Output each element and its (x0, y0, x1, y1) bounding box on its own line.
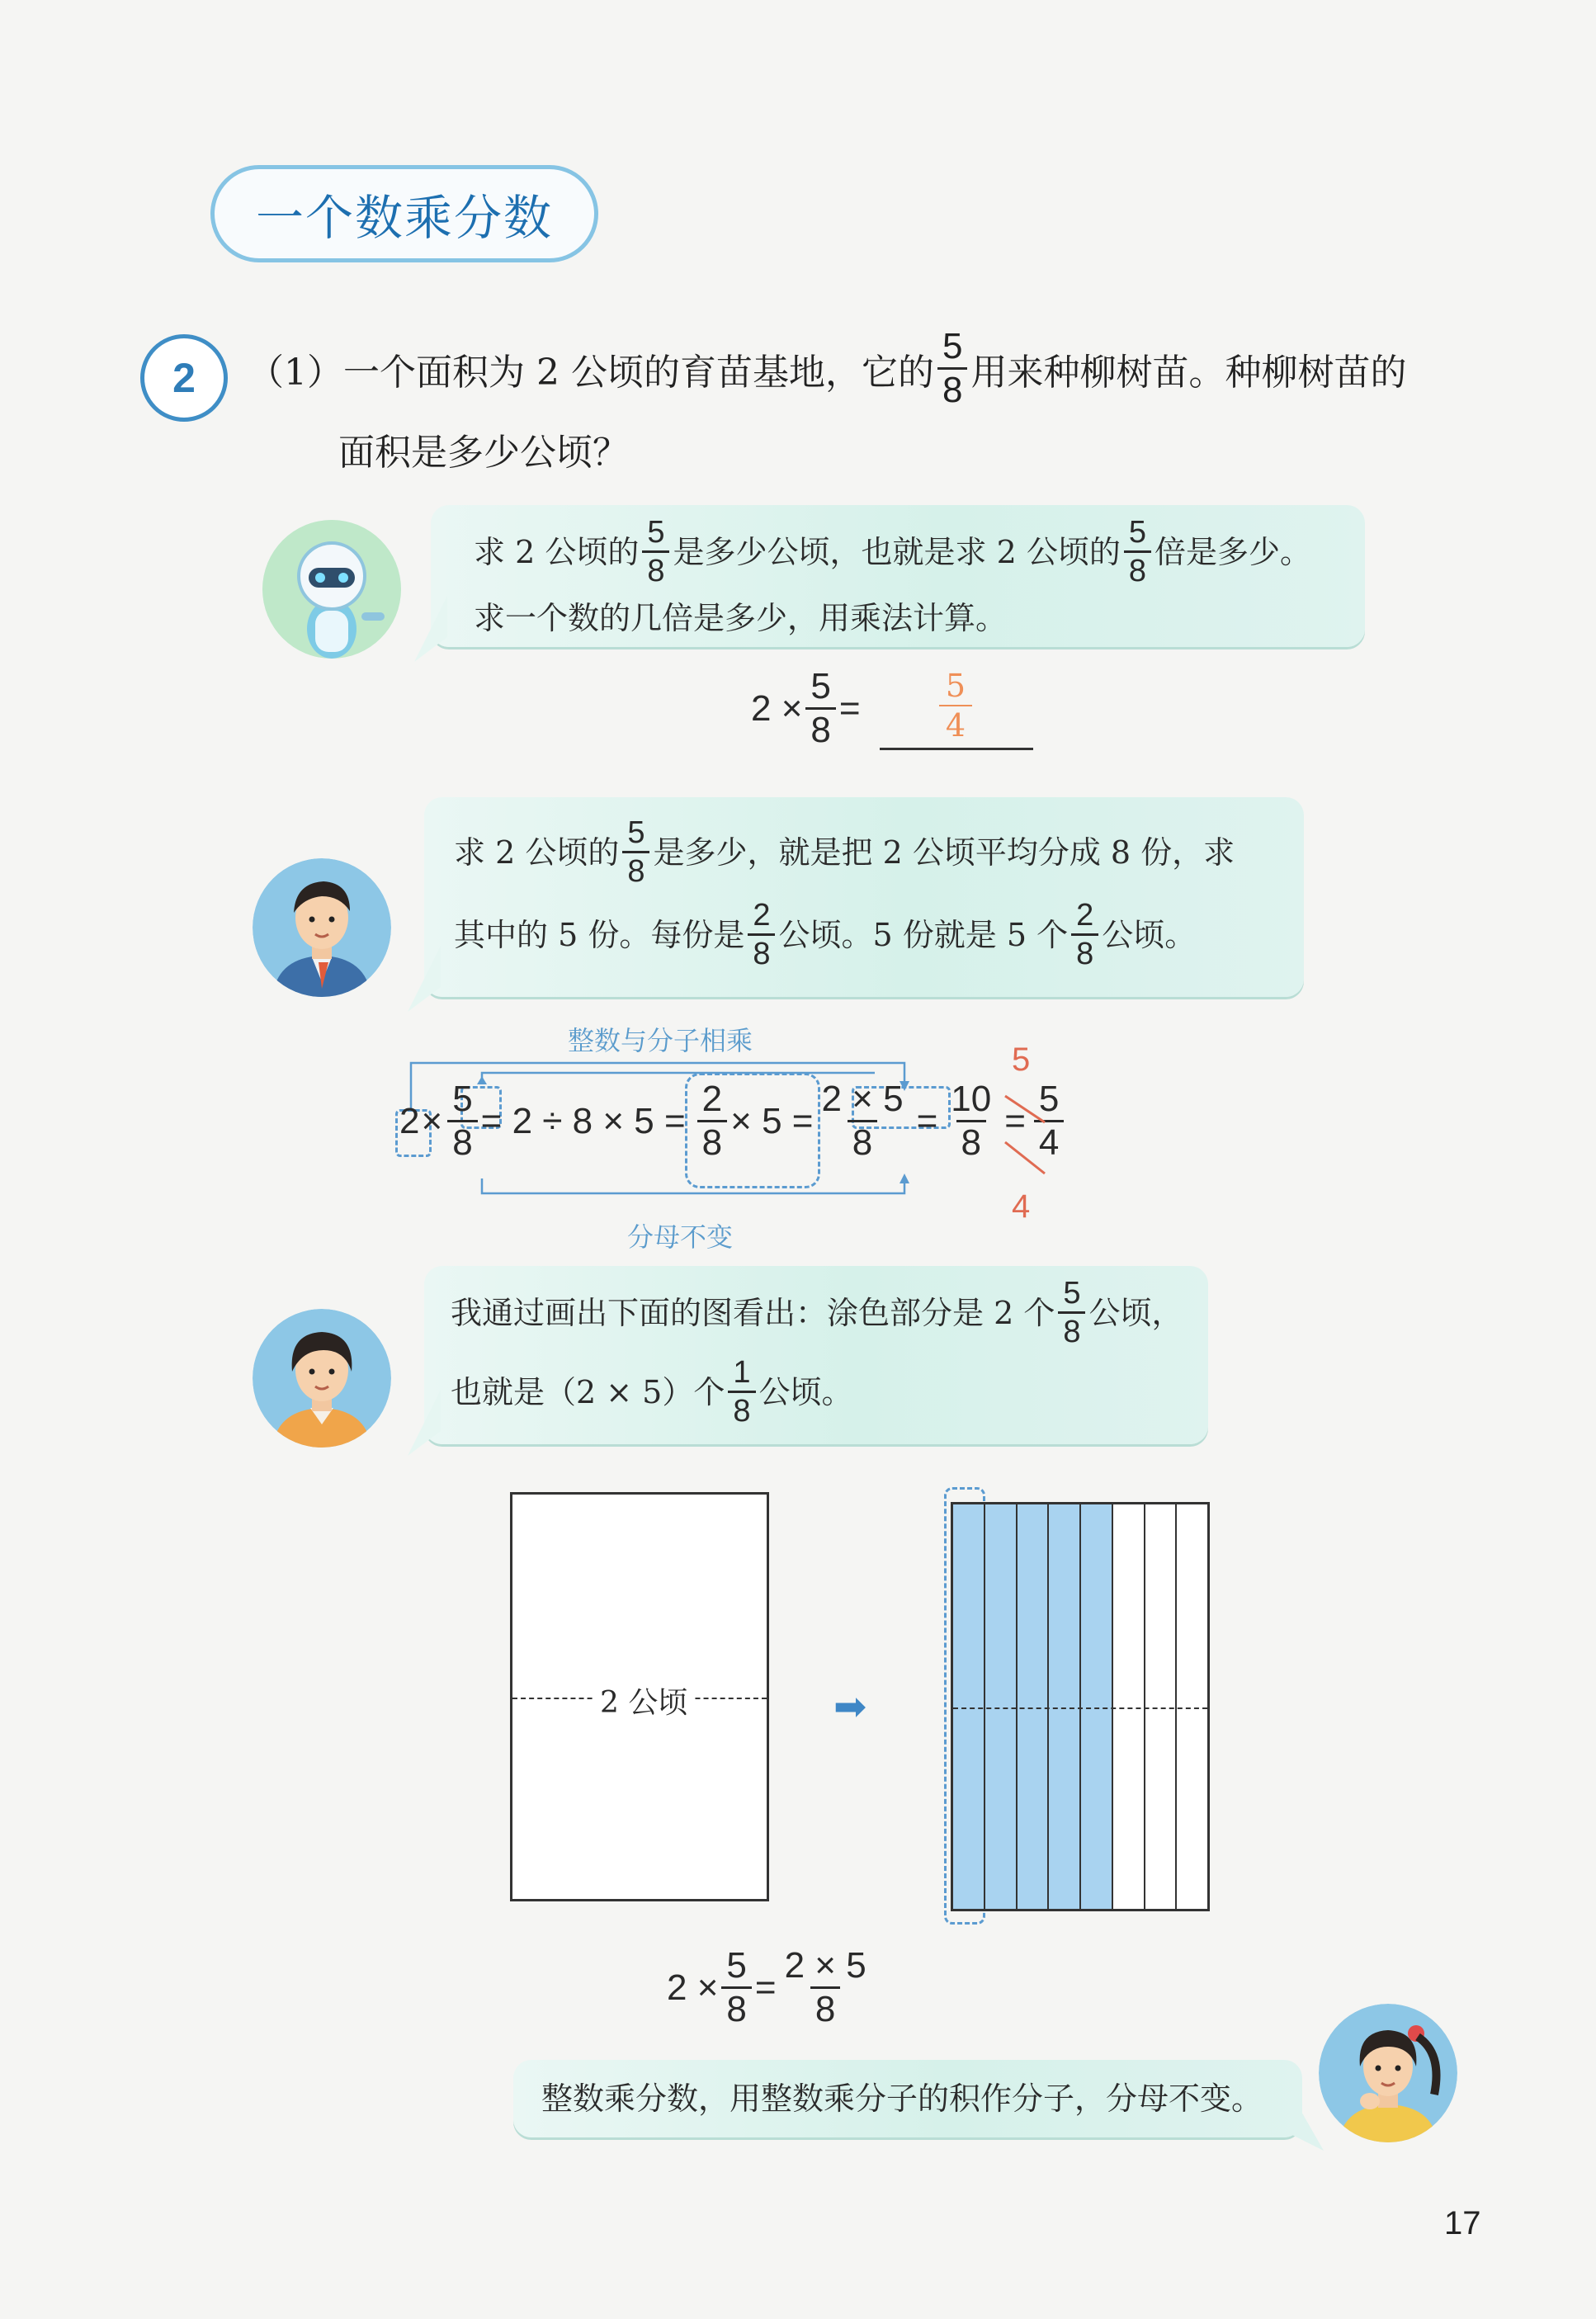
equation-1-lhs: 2 × (751, 687, 803, 729)
robot-frac1-den: 8 (642, 550, 669, 587)
section-title: 一个数乘分数 (210, 165, 598, 262)
girl-text-2: 公顷， (1088, 1294, 1183, 1331)
boy-avatar (253, 858, 391, 997)
shaded-column (953, 1504, 985, 1909)
girl-frac2-den: 8 (728, 1391, 755, 1427)
robot-text-1: 求 2 公顷的 (474, 533, 640, 570)
derivation-top-label: 整数与分子相乘 (568, 1025, 753, 1056)
question-fraction (937, 328, 967, 409)
eq1-frac-den: 8 (805, 707, 835, 749)
unshaded-column (1145, 1504, 1178, 1909)
deriv-f4-den: 8 (956, 1120, 986, 1161)
question-text-a: 一个面积为 2 公顷的育苗基地，它的 (343, 351, 934, 394)
girl-text-1: 我通过画出下面的图看出：涂色部分是 2 个 (451, 1294, 1055, 1331)
eq2-f2-num: 2 × 5 (784, 1945, 866, 1986)
unshaded-column (1177, 1504, 1207, 1909)
summary-bubble (513, 2060, 1302, 2137)
eq2-f1-num: 5 (726, 1945, 747, 1986)
fraction-numerator: 5 (942, 326, 963, 366)
summary-text: 整数乘分数，用整数乘分子的积作分子，分母不变。 (541, 2080, 1263, 2117)
cancel-strokes (997, 1088, 1055, 1178)
deriv-f3-den: 8 (848, 1120, 877, 1161)
deriv-f3-num: 2 × 5 (821, 1079, 904, 1119)
robot-avatar (262, 520, 401, 659)
deriv-f5-num: 5 (1038, 1079, 1060, 1119)
robot-frac1-num: 5 (647, 515, 665, 550)
eq2-fraction-1 (721, 1945, 751, 2029)
handwritten-answer (939, 668, 972, 744)
deriv-f1-num: 5 (452, 1079, 473, 1119)
deriv-times: × (421, 1100, 443, 1141)
boy-frac3-den: 8 (1071, 933, 1098, 970)
robot-speech-bubble (431, 505, 1365, 647)
area-label: 2 公顷 (595, 1679, 692, 1722)
answer-numerator: 5 (945, 668, 966, 704)
eq2-f2-den: 8 (810, 1986, 840, 2028)
equation-2 (667, 1945, 875, 2029)
shaded-column (1081, 1504, 1113, 1909)
answer-denominator: 4 (945, 707, 966, 744)
deriv-f5-den: 4 (1034, 1120, 1064, 1161)
deriv-division-step: = 2 ÷ 8 × 5 = (480, 1100, 686, 1141)
deriv-times-five: × 5 = (730, 1100, 814, 1141)
boy-text-5: 公顷。 (1102, 916, 1197, 953)
robot-frac2-num: 5 (1128, 515, 1146, 550)
half-dashed-line-2 (953, 1707, 1207, 1709)
shaded-column (1049, 1504, 1081, 1909)
girl-frac1-num: 5 (1063, 1276, 1081, 1311)
boy-text-4: 公顷。5 份就是 5 个 (778, 916, 1069, 953)
robot-frac2-den: 8 (1124, 550, 1151, 587)
bubble-tail (1291, 2093, 1324, 2151)
deriv-fraction-4 (946, 1081, 996, 1161)
girl-bubble-line-1 (451, 1278, 1183, 1348)
whole-area-rectangle (510, 1492, 769, 1901)
deriv-f4-num: 10 (951, 1079, 992, 1119)
equation-1-equals: = (838, 687, 861, 729)
girl-ponytail-avatar (1319, 2004, 1457, 2142)
deriv-fraction-1 (447, 1081, 477, 1161)
boy-fraction-2 (748, 900, 775, 970)
girl-text-3: 也就是（2 × 5）个 (451, 1373, 725, 1410)
girl-speech-bubble (424, 1266, 1208, 1444)
boy-speech-bubble (424, 797, 1304, 997)
girl-avatar (253, 1309, 391, 1448)
boy-frac2-den: 8 (748, 933, 775, 970)
girl-frac2-num: 1 (733, 1355, 751, 1390)
derivation-equation (399, 1081, 1067, 1161)
shaded-column (1018, 1504, 1050, 1909)
question-text-b: 用来种柳树苗。种柳树苗的 (970, 351, 1407, 394)
girl-frac1-den: 8 (1058, 1311, 1085, 1348)
robot-bubble-line-2: 求一个数的几倍是多少，用乘法计算。 (474, 600, 1008, 636)
deriv-fraction-2 (697, 1081, 727, 1161)
robot-text-2: 是多少公顷，也就是求 2 公顷的 (673, 533, 1121, 570)
robot-fraction-2 (1124, 517, 1151, 587)
divided-area-rectangle (951, 1502, 1210, 1911)
unshaded-column (1113, 1504, 1145, 1909)
deriv-equals-5: = (1004, 1100, 1026, 1141)
deriv-fraction-3 (816, 1081, 908, 1161)
deriv-f2-den: 8 (697, 1120, 727, 1161)
question-line-1 (248, 328, 1406, 409)
bubble-tail (414, 596, 447, 662)
eq2-lhs: 2 × (667, 1967, 719, 2008)
girl-fraction-1 (1058, 1278, 1085, 1348)
boy-fraction-1 (622, 817, 649, 887)
shaded-column (985, 1504, 1018, 1909)
eq2-fraction-2 (780, 1945, 871, 2029)
bubble-tail (408, 946, 441, 1012)
girl-fraction-2 (728, 1357, 755, 1427)
girl-bubble-line-2 (451, 1357, 853, 1427)
boy-frac1-den: 8 (622, 851, 649, 887)
equation-1 (751, 668, 861, 749)
reduced-numerator: 5 (1012, 1041, 1031, 1078)
deriv-f2-num: 2 (701, 1079, 723, 1119)
equation-1-fraction (805, 668, 835, 749)
answer-fraction-bar (939, 705, 972, 706)
eq1-frac-num: 5 (810, 666, 831, 706)
eq2-f1-den: 8 (721, 1986, 751, 2028)
reduced-denominator: 4 (1012, 1188, 1031, 1225)
fraction-denominator: 8 (937, 367, 967, 409)
boy-text-2: 是多少，就是把 2 公顷平均分成 8 份，求 (653, 834, 1235, 871)
right-arrow-icon: ➡ (833, 1684, 867, 1730)
page-number: 17 (1444, 2205, 1481, 2241)
derivation-bottom-label: 分母不变 (627, 1221, 734, 1253)
boy-frac3-num: 2 (1076, 898, 1094, 933)
robot-text-3: 倍是多少。 (1154, 533, 1311, 570)
question-number-badge: 2 (140, 334, 228, 422)
boy-text-1: 求 2 公顷的 (454, 834, 620, 871)
eq2-equals: = (754, 1967, 777, 2008)
boy-bubble-line-2 (454, 900, 1196, 970)
boy-fraction-3 (1071, 900, 1098, 970)
question-part: （1） (248, 351, 343, 394)
boy-frac1-num: 5 (627, 815, 645, 850)
robot-bubble-line-1 (474, 517, 1311, 587)
answer-blank-line (880, 748, 1033, 750)
deriv-whole-number: 2 (399, 1100, 420, 1141)
bubble-tail (408, 1390, 441, 1456)
question-line-2: 面积是多少公顷？ (338, 432, 629, 474)
girl-text-4: 公顷。 (758, 1373, 853, 1410)
boy-frac2-num: 2 (753, 898, 771, 933)
boy-text-3: 其中的 5 份。每份是 (454, 916, 745, 953)
deriv-f1-den: 8 (447, 1120, 477, 1161)
robot-fraction-1 (642, 517, 669, 587)
boy-bubble-line-1 (454, 817, 1235, 887)
deriv-equals-4: = (916, 1100, 938, 1141)
